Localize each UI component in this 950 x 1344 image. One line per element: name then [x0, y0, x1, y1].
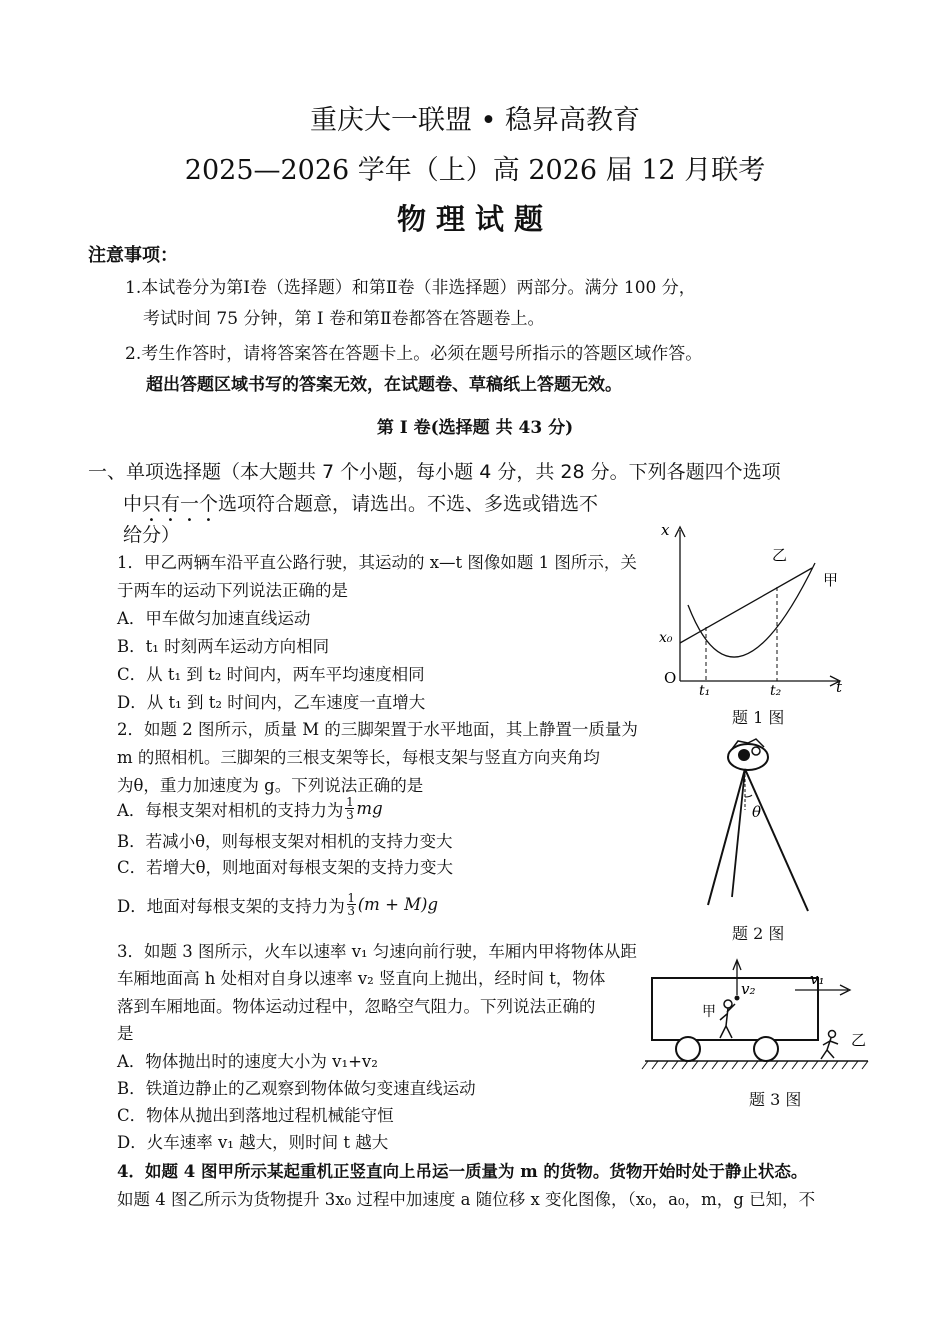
- q1-option-a: A．甲车做匀加速直线运动: [117, 609, 311, 628]
- q3-option-a: A．物体抛出时的速度大小为 v₁+v₂: [117, 1052, 378, 1071]
- section1-line3: 给分）: [123, 524, 181, 546]
- t2-label: t₂: [770, 683, 782, 699]
- v2-label: v₂: [741, 980, 756, 998]
- jia-label: 甲: [702, 1004, 716, 1020]
- q2-stem-line1: 2．如题 2 图所示，质量 M 的三脚架置于水平地面，其上静置一质量为: [117, 720, 638, 739]
- x0-label: x₀: [659, 630, 673, 646]
- section1-line2: 中只有一个选项符合题意，请选出。不选、多选或错选不: [123, 493, 599, 515]
- q2-stem-line3: 为θ，重力加速度为 g。下列说法正确的是: [117, 776, 424, 795]
- q4-stem-line1: 4．如题 4 图甲所示某起重机正竖直向上吊运一质量为 m 的货物。货物开始时处于静止状态。: [117, 1162, 808, 1181]
- q1-option-c: C．从 t₁ 到 t₂ 时间内，两车平均速度相同: [117, 665, 425, 684]
- theta-label: θ: [752, 803, 762, 821]
- fraction-one-third: 1 3: [346, 795, 354, 822]
- q3-stem-line4: 是: [117, 1024, 134, 1043]
- q4-stem-line2: 如题 4 图乙所示为货物提升 3x₀ 过程中加速度 a 随位移 x 变化图像，（x₀，a₀，m，g 已知，不: [117, 1190, 816, 1209]
- person-yi-icon: [821, 1031, 838, 1060]
- q3-stem-line3: 落到车厢地面。物体运动过程中，忽略空气阻力。下列说法正确的: [117, 997, 596, 1016]
- camera-icon: [728, 739, 768, 770]
- exam-header-line1: 重庆大一联盟 • 稳昇高教育: [309, 105, 641, 136]
- notice-item2-line1: 2.考生作答时，请将答案答在答题卡上。必须在题号所指示的答题区域作答。: [125, 344, 703, 364]
- origin-label: O: [664, 669, 677, 687]
- yi-label: 乙: [851, 1031, 867, 1049]
- figure1-xt-graph: [650, 515, 850, 700]
- q3-stem-line1: 3．如题 3 图所示，火车以速率 v₁ 匀速向前行驶，车厢内甲将物体从距: [117, 942, 637, 961]
- label-jia: 甲: [823, 571, 839, 589]
- y-axis-label: x: [661, 521, 670, 539]
- notice-heading: 注意事项：: [88, 245, 178, 266]
- q1-option-d: D．从 t₁ 到 t₂ 时间内，乙车速度一直增大: [117, 693, 426, 712]
- q3-option-c: C．物体从抛出到落地过程机械能守恒: [117, 1106, 394, 1125]
- wheel-left: [676, 1037, 700, 1061]
- subject-title: 物理试题: [396, 202, 553, 236]
- thrown-object: [735, 996, 740, 1001]
- wheel-right: [754, 1037, 778, 1061]
- q2-option-c: C．若增大θ，则地面对每根支架的支持力变大: [117, 858, 454, 877]
- notice-item2-line2: 超出答题区域书写的答案无效，在试题卷、草稿纸上答题无效。: [146, 375, 622, 395]
- q3-stem-line2: 车厢地面高 h 处相对自身以速率 v₂ 竖直向上抛出，经时间 t，物体: [117, 969, 606, 988]
- fraction-one-third-d: 1 3: [347, 891, 356, 918]
- figure2-tripod: [690, 735, 830, 915]
- figure2-caption: 题 2 图: [732, 924, 785, 943]
- section1-line1: 一、单项选择题（本大题共 7 个小题，每小题 4 分，共 28 分。下列各题四个选项: [88, 461, 781, 483]
- notice-item1-line2: 考试时间 75 分钟，第 I 卷和第Ⅱ卷都答在答题卷上。: [143, 309, 545, 329]
- emphasis-only-one: 只有一个: [142, 493, 219, 515]
- label-yi: 乙: [772, 546, 788, 564]
- exam-header-line2: 2025—2026 学年（上）高 2026 届 12 月联考: [184, 155, 766, 186]
- person-jia-icon: [720, 1000, 735, 1038]
- part1-title: 第 I 卷(选择题 共 43 分): [376, 418, 574, 438]
- figure1-caption: 题 1 图: [732, 708, 785, 727]
- q3-option-d: D．火车速率 v₁ 越大，则时间 t 越大: [117, 1133, 389, 1152]
- q1-stem-line2: 于两车的运动下列说法正确的是: [117, 581, 348, 600]
- q2-option-a: A．每根支架对相机的支持力为 1 3 mg: [117, 795, 383, 822]
- q1-stem-line1: 1．甲乙两辆车沿平直公路行驶，其运动的 x—t 图像如题 1 图所示，关: [117, 553, 637, 572]
- figure3-caption: 题 3 图: [749, 1090, 802, 1109]
- q2-stem-line2: m 的照相机。三脚架的三根支架等长，每根支架与竖直方向夹角均: [117, 748, 600, 767]
- q3-option-b: B．铁道边静止的乙观察到物体做匀变速直线运动: [117, 1079, 476, 1098]
- figure3-train: [640, 948, 875, 1078]
- q2-option-b: B．若减小θ，则每根支架对相机的支持力变大: [117, 832, 453, 851]
- q2-option-d: D．地面对每根支架的支持力为 1 3 (m + M)g: [117, 891, 439, 918]
- v1-label: v₁: [810, 970, 825, 988]
- q1-option-b: B．t₁ 时刻两车运动方向相同: [117, 637, 330, 656]
- x-axis-label: t: [836, 678, 843, 696]
- notice-item1-line1: 1.本试卷分为第Ⅰ卷（选择题）和第Ⅱ卷（非选择题）两部分。满分 100 分，: [125, 278, 696, 298]
- t1-label: t₁: [699, 683, 711, 699]
